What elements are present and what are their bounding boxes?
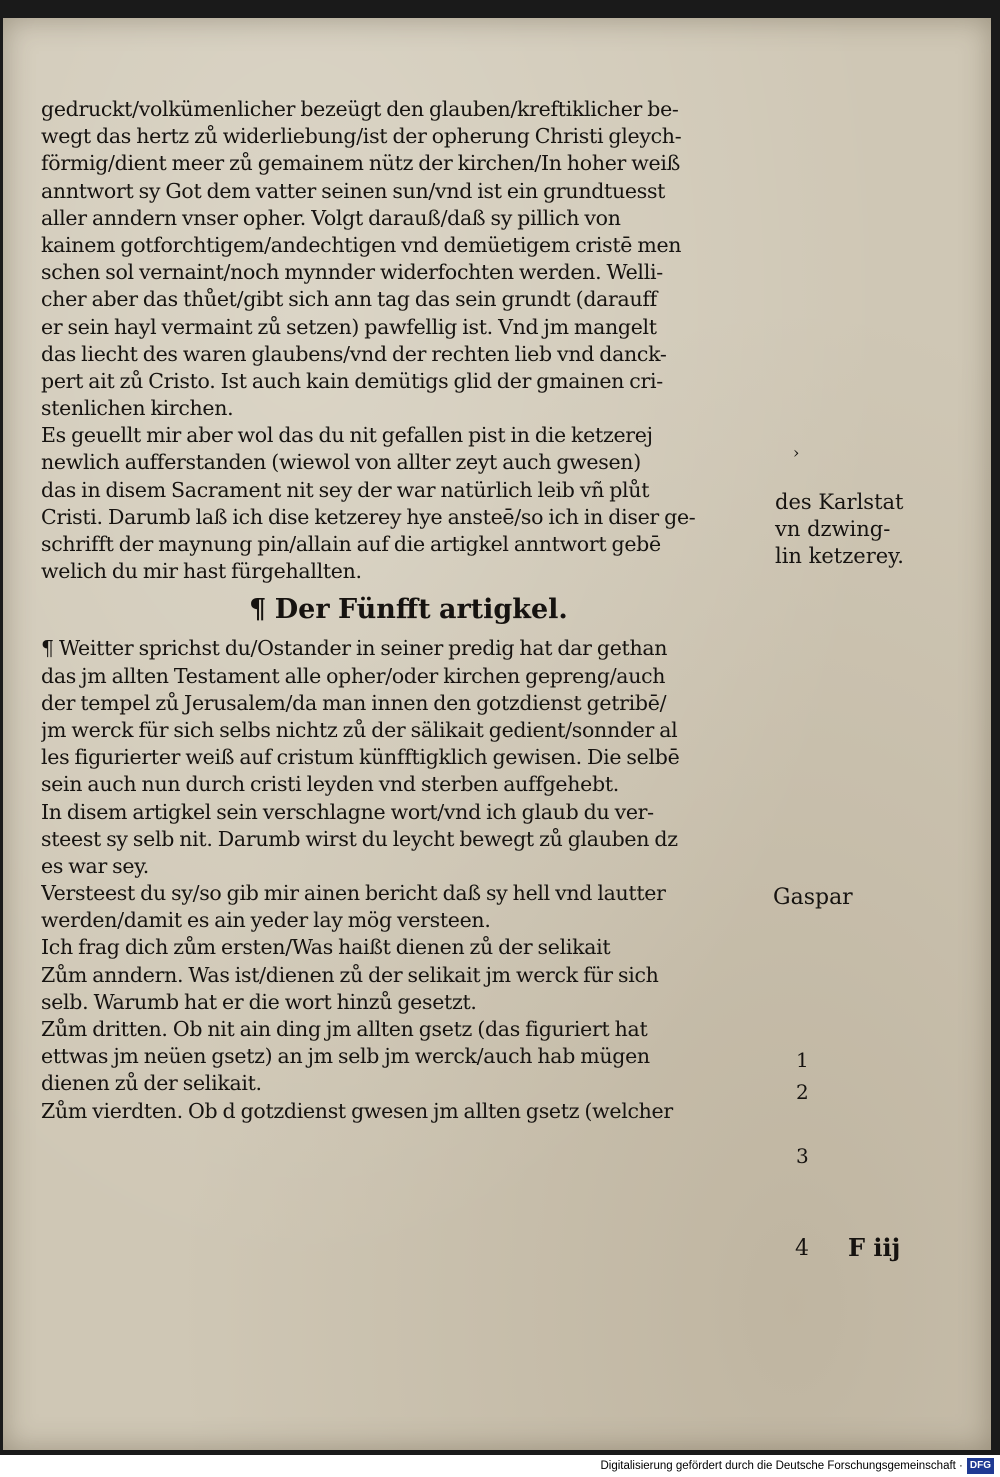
dfg-logo: DFG	[967, 1458, 994, 1474]
text-line: steest sy selb nit. Darumb wirst du leycht bewegt zů glauben dz	[41, 826, 678, 851]
paragraph-after-heading	[41, 635, 776, 1124]
text-line: newlich aufferstanden (wiewol von allter zeyt auch gwesen)	[41, 450, 641, 475]
signature-mark: F iij	[848, 1233, 901, 1262]
text-line: jm werck für sich selbs nichtz zů der sälikait gedient/sonnder al	[41, 717, 678, 742]
text-line: ettwas jm neüen gsetz) an jm selb jm werck/auch hab mügen	[41, 1044, 650, 1069]
text-line: wegt das hertz zů widerliebung/ist der opherung Christi gleych-	[41, 124, 682, 149]
text-line: der tempel zů Jerusalem/da man innen den gotzdienst getribē/	[41, 690, 667, 715]
text-line: Es geuellt mir aber wol das du nit gefallen pist in die ketzerej	[41, 423, 653, 448]
text-line: er sein hayl vermaint zů setzen) pawfellig ist. Vnd jm mangelt	[41, 314, 657, 339]
text-line: dienen zů der selikait.	[41, 1071, 262, 1096]
text-line: aller anndern vnser opher. Volgt darauß/daß sy pillich von	[41, 205, 621, 230]
margin-mark: ›	[793, 443, 800, 462]
margin-number-1: 1	[796, 1048, 809, 1072]
text-line: ¶ Weitter sprichst du/Ostander in seiner predig hat dar gethan	[41, 636, 668, 661]
book-page	[3, 18, 991, 1450]
margin-note-line: des Karlstat	[775, 490, 904, 514]
footer-bar	[0, 1455, 1000, 1477]
text-line: schen sol vernaint/noch mynnder widerfochten werden. Welli-	[41, 260, 663, 285]
margin-note-line: lin ketzerey.	[775, 544, 904, 568]
paragraph-before-heading	[41, 96, 776, 585]
text-line: das in disem Sacrament nit sey der war natürlich leib vñ plůt	[41, 477, 650, 502]
footer-text: Digitalisierung gefördert durch die Deutsche Forschungsgemeinschaft ·	[600, 1460, 963, 1472]
margin-note-line: vn dzwing-	[775, 517, 891, 541]
text-line: das jm allten Testament alle opher/oder kirchen gepreng/auch	[41, 663, 666, 688]
text-line: schrifft der maynung pin/allain auf die artigkel anntwort gebē	[41, 532, 661, 556]
text-line: gedruckt/volkümenlicher bezeügt den glauben/kreftiklicher be-	[41, 97, 679, 121]
margin-note-karlstat	[775, 489, 904, 570]
text-line: welich du mir hast fürgehallten.	[41, 559, 362, 584]
text-line: Zům vierdten. Ob d gotzdienst gwesen jm allten gsetz (welcher	[41, 1098, 673, 1123]
text-line: förmig/dient meer zů gemainem nütz der kirchen/In hoher weiß	[41, 151, 680, 176]
text-line: Zům dritten. Ob nit ain ding jm allten gsetz (das figuriert hat	[41, 1017, 648, 1041]
text-line: Cristi. Darumb laß ich dise ketzerey hye ansteē/so ich in diser ge-	[41, 504, 696, 529]
text-line: les figurierter weiß auf cristum künfftigklich gewisen. Die selbē	[41, 745, 680, 770]
text-line: es war sey.	[41, 853, 149, 878]
text-line: selb. Warumb hat er die wort hinzů gesetzt.	[41, 989, 477, 1014]
text-line: pert ait zů Cristo. Ist auch kain demütigs glid der gmainen cri-	[41, 368, 663, 393]
text-line: sein auch nun durch cristi leyden vnd sterben auffgehebt.	[41, 772, 619, 797]
margin-number-2: 2	[796, 1080, 809, 1104]
margin-note-gaspar: Gaspar	[773, 885, 853, 910]
text-line: In disem artigkel sein verschlagne wort/vnd ich glaub du ver-	[41, 799, 654, 824]
margin-number-3: 3	[796, 1144, 809, 1168]
text-line: cher aber das thůet/gibt sich ann tag das sein grundt (darauff	[41, 287, 657, 312]
text-line: Zům anndern. Was ist/dienen zů der selikait jm werck für sich	[41, 962, 659, 987]
text-line: werden/damit es ain yeder lay mög versteen.	[41, 908, 491, 933]
body-text	[41, 96, 776, 1125]
section-heading: ¶ Der Fünfft artigkel.	[249, 594, 568, 626]
text-line: stenlichen kirchen.	[41, 396, 234, 421]
text-line: das liecht des waren glaubens/vnd der rechten lieb vnd danck-	[41, 341, 667, 366]
text-line: Versteest du sy/so gib mir ainen bericht daß sy hell vnd lautter	[41, 881, 666, 906]
text-line: Ich frag dich zům ersten/Was haißt dienen zů der selikait	[41, 935, 611, 960]
text-line: anntwort sy Got dem vatter seinen sun/vnd ist ein grundtuesst	[41, 178, 666, 203]
margin-number-4: 4	[795, 1236, 809, 1261]
text-line: kainem gotforchtigem/andechtigen vnd demüetigem cristē men	[41, 232, 682, 257]
